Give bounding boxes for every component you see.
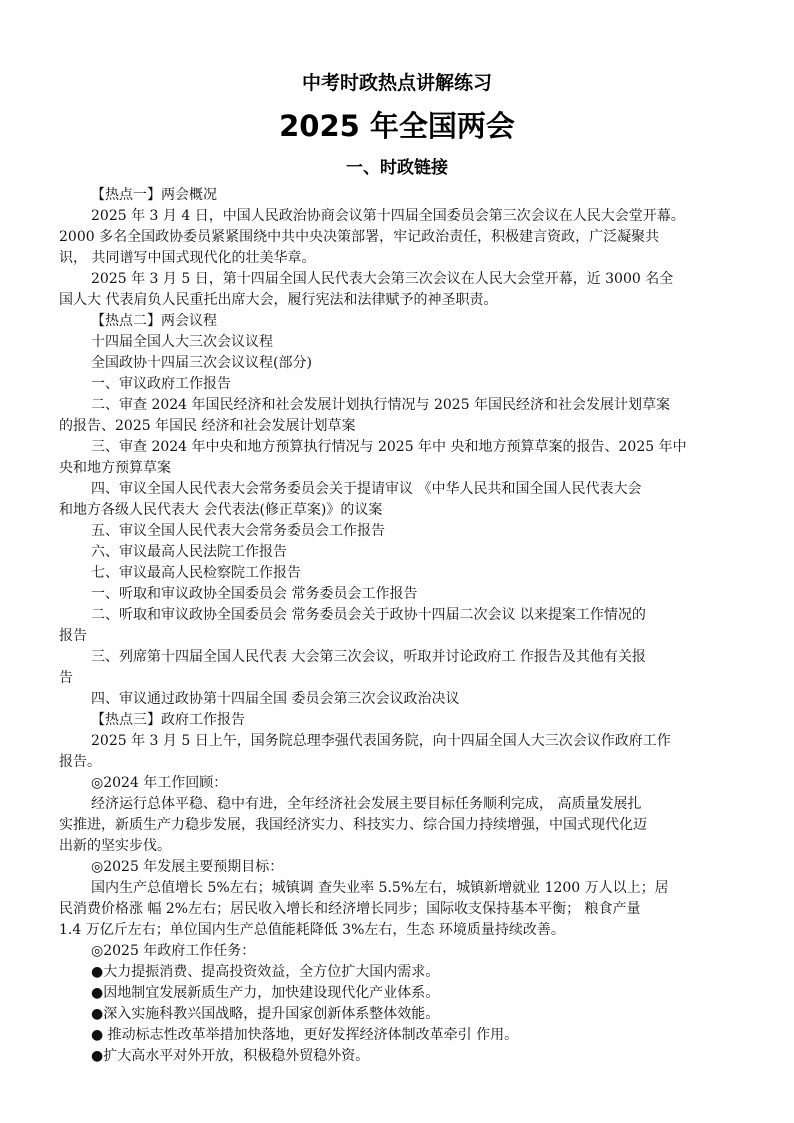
bullet-item: ●深入实施科教兴国战略，提升国家创新体系整体效能。 <box>91 1006 440 1022</box>
agenda-line: 三、列席第十四届全国人民代表 大会第三次会议，听取并讨论政府工 作报告及其他有关报 <box>91 649 646 665</box>
bullet-item: ●大力提振消费、提高投资效益，全方位扩大国内需求。 <box>91 964 440 980</box>
paragraph-line: 国人大 代表肩负人民重托出席大会，履行宪法和法律赋予的神圣职责。 <box>59 292 498 308</box>
hotspot-heading: 【热点一】两会概况 <box>91 187 217 203</box>
hotspot-heading: 【热点二】两会议程 <box>91 313 217 329</box>
agenda-line: 央和地方预算草案 <box>59 460 171 476</box>
agenda-line: 全国政协十四届三次会议议程(部分) <box>91 355 312 371</box>
paragraph-line: 国内生产总值增长 5%左右；城镇调 查失业率 5.5%左右，城镇新增就业 1200 万人以上；居 <box>91 880 669 896</box>
document-kicker: 中考时政热点讲解练习 <box>301 72 492 94</box>
agenda-line: 三、审查 2024 年中央和地方预算执行情况与 2025 年中 央和地方预算草案的报告、2025 年中 <box>91 439 687 455</box>
paragraph-line: 民消费价格涨 幅 2%左右；居民收入增长和经济增长同步；国际收支保持基本平衡； 粮食产量 <box>59 901 641 917</box>
paragraph-line: 2000 多名全国政协委员紧紧围绕中共中央决策部署，牢记政治责任，积极建言资政，广泛凝聚共 <box>59 229 660 245</box>
agenda-line: 四、审议通过政协第十四届全国 委员会第三次会议政治决议 <box>91 691 460 707</box>
subsection-heading: ◎2025 年发展主要预期目标： <box>91 859 284 875</box>
paragraph-line: 报告。 <box>59 754 101 770</box>
bullet-item: ●扩大高水平对外开放，积极稳外贸稳外资。 <box>91 1048 370 1064</box>
bullet-item: ● 推动标志性改革举措加快落地，更好发挥经济体制改革牵引 作用。 <box>91 1027 519 1043</box>
paragraph-line: 2025 年 3 月 5 日上午，国务院总理李强代表国务院，向十四届全国人大三次会议作政府工作 <box>91 733 671 749</box>
agenda-line: 和地方各级人民代表大 会代表法(修正草案)》的议案 <box>59 502 383 518</box>
agenda-line: 报告 <box>59 628 87 644</box>
paragraph-line: 经济运行总体平稳、稳中有进，全年经济社会发展主要目标任务顺利完成， 高质量发展扎 <box>91 796 642 812</box>
agenda-line: 七、审议最高人民检察院工作报告 <box>91 565 301 581</box>
agenda-line: 二、听取和审议政协全国委员会 常务委员会关于政协十四届二次会议 以来提案工作情况的 <box>91 607 646 623</box>
agenda-line: 十四届全国人大三次会议议程 <box>91 334 273 350</box>
agenda-line: 二、审查 2024 年国民经济和社会发展计划执行情况与 2025 年国民经济和社会发展计划草案 <box>91 397 671 413</box>
paragraph-line: 2025 年 3 月 5 日，第十四届全国人民代表大会第三次会议在人民大会堂开幕，近 3000 名全 <box>91 271 674 287</box>
agenda-line: 的报告、2025 年国民 经济和社会发展计划草案 <box>59 418 356 434</box>
paragraph-line: 2025 年 3 月 4 日，中国人民政治协商会议第十四届全国委员会第三次会议在人民大会堂开幕。 <box>91 208 685 224</box>
paragraph-line: 识， 共同谱写中国式现代化的壮美华章。 <box>59 250 316 266</box>
agenda-line: 五、审议全国人民代表大会常务委员会工作报告 <box>91 523 385 539</box>
agenda-line: 六、审议最高人民法院工作报告 <box>91 544 287 560</box>
paragraph-line: 出新的坚实步伐。 <box>59 838 171 854</box>
paragraph-line: 实推进，新质生产力稳步发展，我国经济实力、科技实力、综合国力持续增强，中国式现代化迈 <box>59 817 647 833</box>
agenda-line: 四、审议全国人民代表大会常务委员会关于提请审议 《中华人民共和国全国人民代表大会 <box>91 481 642 497</box>
agenda-line: 一、听取和审议政协全国委员会 常务委员会工作报告 <box>91 586 418 602</box>
agenda-line: 一、审议政府工作报告 <box>91 376 231 392</box>
agenda-line: 告 <box>59 670 73 686</box>
document-title: 2025 年全国两会 <box>279 109 515 143</box>
bullet-item: ●因地制宜发展新质生产力，加快建设现代化产业体系。 <box>91 985 440 1001</box>
paragraph-line: 1.4 万亿斤左右；单位国内生产总值能耗降低 3%左右，生态 环境质量持续改善。 <box>59 922 565 938</box>
subsection-heading: ◎2024 年工作回顾： <box>91 775 228 791</box>
subsection-heading: ◎2025 年政府工作任务： <box>91 943 256 959</box>
section-heading: 一、时政链接 <box>346 158 448 178</box>
hotspot-heading: 【热点三】政府工作报告 <box>91 712 245 728</box>
